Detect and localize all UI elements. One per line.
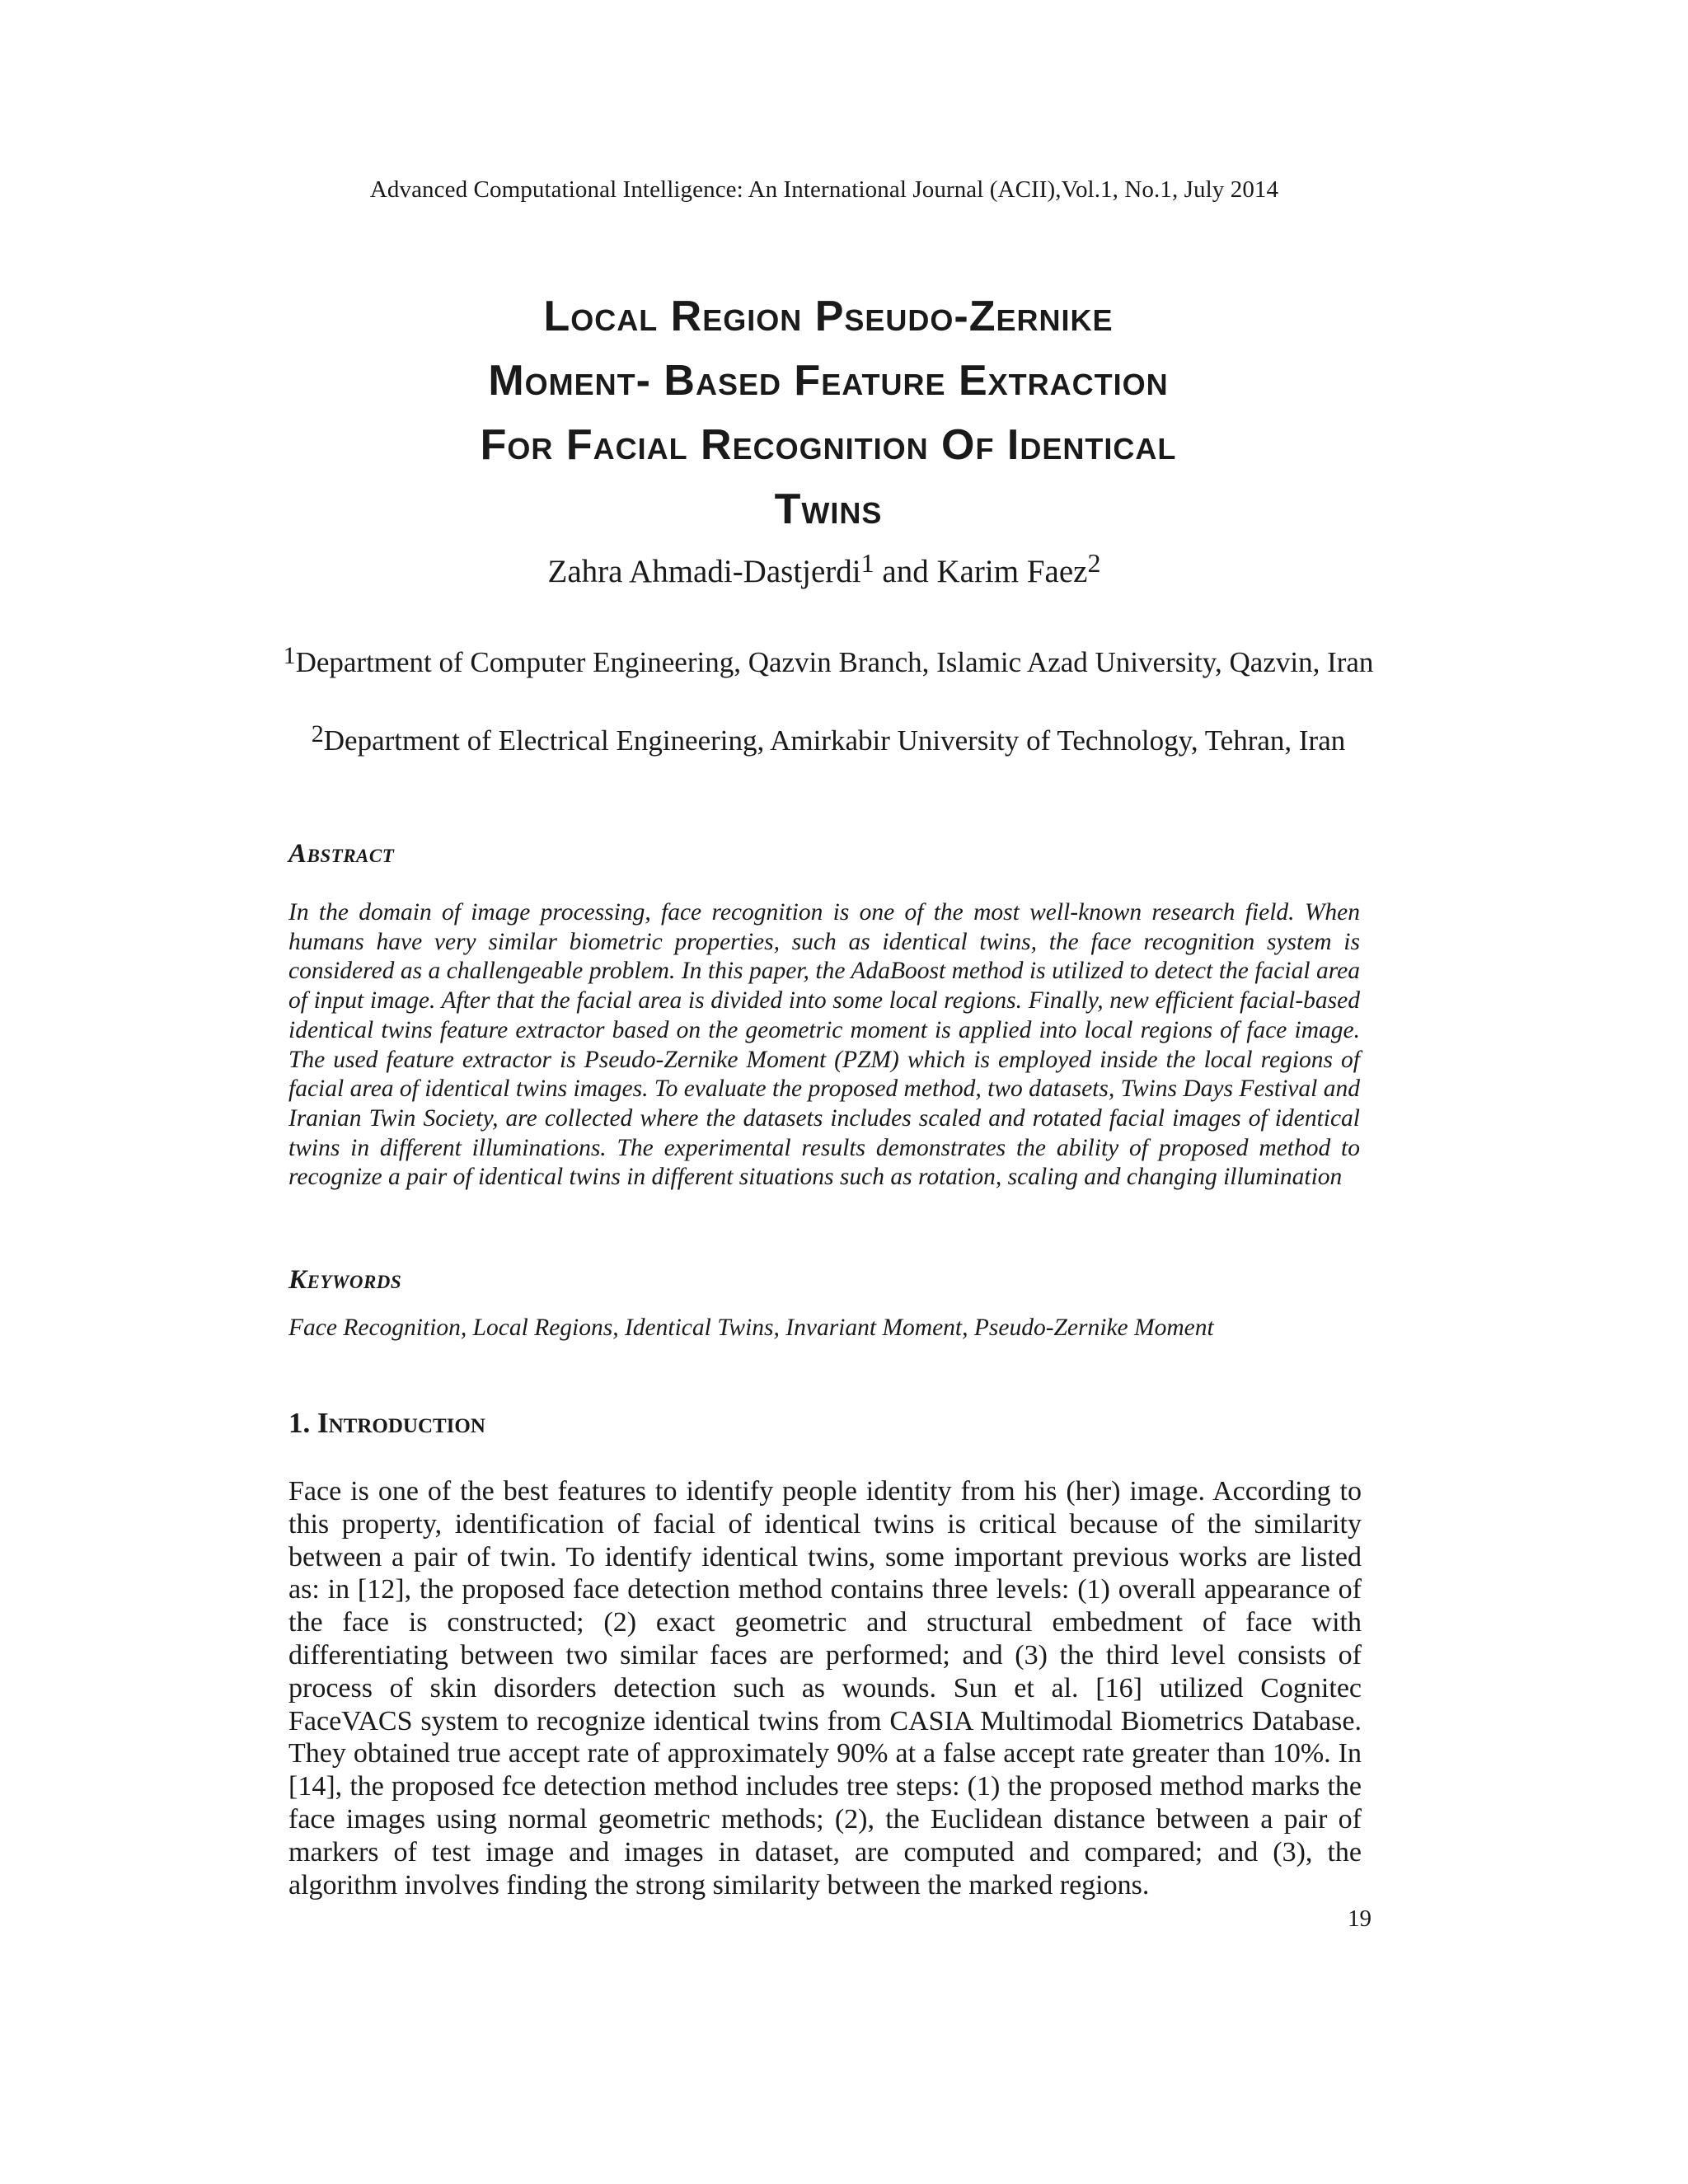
affiliation-mark: 2 — [311, 720, 324, 748]
author-name: Karim Faez — [936, 554, 1088, 589]
author-name: Zahra Ahmadi-Dastjerdi — [547, 554, 861, 589]
affiliation — [276, 715, 1381, 759]
title-line: Moment- Based Feature Extraction — [488, 357, 1169, 405]
title-line: Twins — [774, 485, 883, 533]
journal-header: Advanced Computational Intelligence: An International Journal (ACII),Vol.1, No.1, July 2014 — [369, 176, 1279, 203]
affiliation — [276, 637, 1381, 681]
title-line: For Facial Recognition Of Identical — [480, 421, 1177, 469]
abstract-text: In the domain of image processing, face recognition is one of the most well-known research field. When humans have very similar biometric properties, such as identical twins, the face recognition system is considered as a challengeable problem. In this paper, the AdaBoost method is utilized to detect the facial area of input image. After that the facial area is divided into some local regions. Finally, new efficient facial-based identical twins feature extractor based on the geometric moment is applied into local regions of face image. The used feature extractor is Pseudo-Zernike Moment (PZM) which is employed inside the local regions of facial area of identical twins images. To evaluate the proposed method, two datasets, Twins Days Festival and Iranian Twin Society, are collected where the datasets includes scaled and rotated facial images of identical twins in different illuminations. The experimental results demonstrates the ability of proposed method to recognize a pair of identical twins in different situations such as rotation, scaling and changing illumination — [288, 899, 1360, 1191]
introduction-text: Face is one of the best features to identify people identity from his (her) image. According to this property, identification of facial of identical twins is critical because of the similarity between a pair of twin. To identify identical twins, some important previous works are listed as: in [12], the proposed face detection method contains three levels: (1) overall appearance of the face is constructed; (2) exact geometric and structural embedment of face with differentiating between two similar faces are performed; and (3) the third level consists of process of skin disorders detection such as wounds. Sun et al. [16] utilized Cognitec FaceVACS system to recognize identical twins from CASIA Multimodal Biometrics Database. They obtained true accept rate of approximately 90% at a false accept rate greater than 10%. In [14], the proposed fce detection method includes tree steps: (1) the proposed method marks the face images using normal geometric methods; (2), the Euclidean distance between a pair of markers of test image and images in dataset, are computed and compared; and (3), the algorithm involves finding the strong similarity between the marked regions. — [288, 1476, 1362, 1900]
introduction-heading: 1. Introduction — [288, 1407, 485, 1439]
abstract-heading: Abstract — [288, 839, 395, 869]
page-number: 19 — [1348, 1905, 1372, 1932]
paper-title — [0, 284, 1657, 541]
affiliation-text: Department of Electrical Engineering, Amirkabir University of Technology, Tehran, Iran — [323, 724, 1346, 757]
keywords-text: Face Recognition, Local Regions, Identical Twins, Invariant Moment, Pseudo-Zernike Moment — [288, 1315, 1214, 1341]
author-list — [0, 548, 1648, 590]
author-affiliation-mark: 2 — [1087, 548, 1101, 578]
affiliation-mark: 1 — [283, 642, 296, 669]
author-conjunction: and — [874, 554, 937, 589]
author-affiliation-mark: 1 — [860, 548, 874, 578]
affiliation-text: Department of Computer Engineering, Qazvin Branch, Islamic Azad University, Qazvin, Iran — [295, 646, 1374, 678]
keywords-heading: Keywords — [288, 1265, 402, 1295]
title-line: Local Region Pseudo-Zernike — [543, 293, 1114, 340]
